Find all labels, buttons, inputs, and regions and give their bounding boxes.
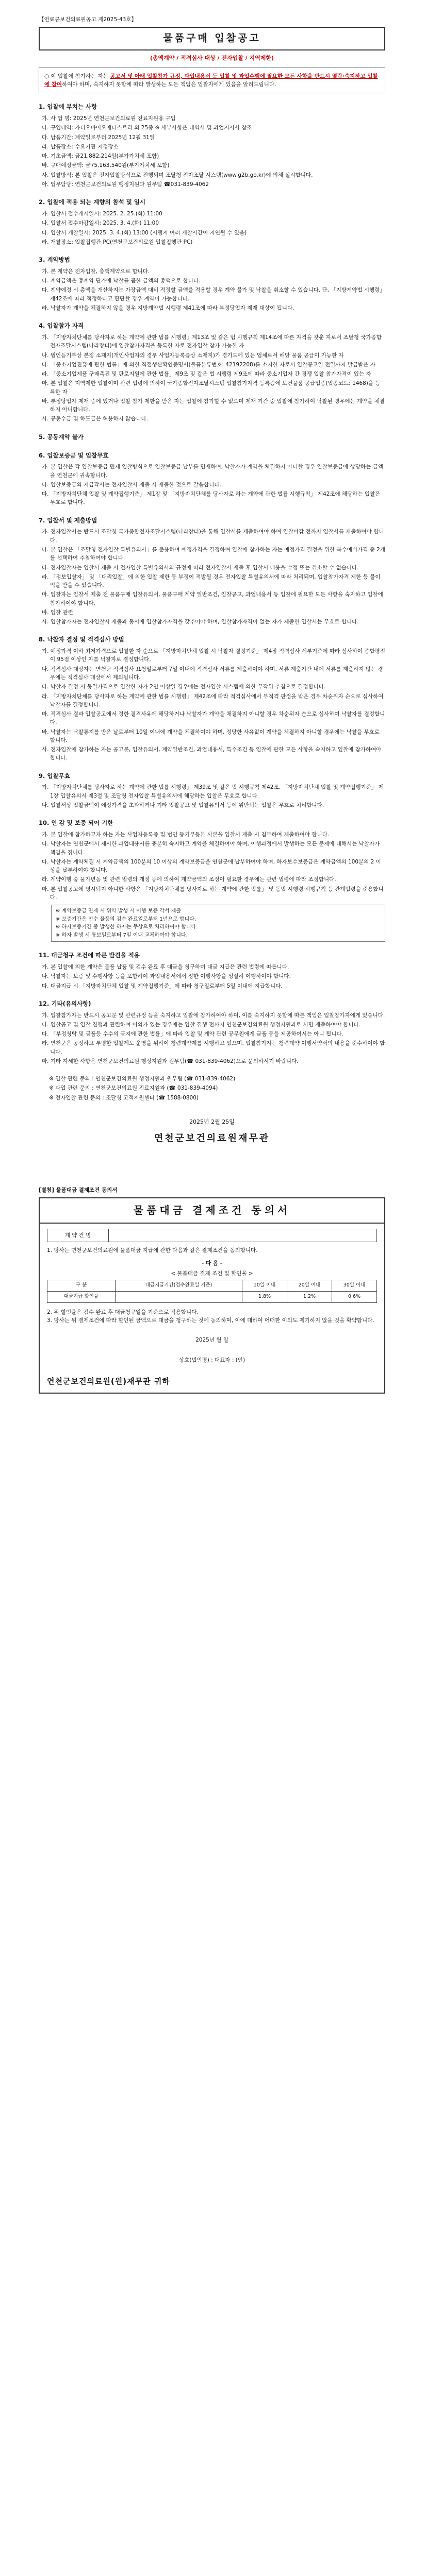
section-title: 1. 입찰에 부치는 사항 [39, 103, 97, 111]
section-line: 나. 법인등기부상 본점 소재지(개인사업자의 경우 사업자등록증상 소재지)가 경기도에 있는 업체로서 해당 물품 공급이 가능한 자 [42, 352, 344, 359]
section-line: 사. 입찰방식: 본 입찰은 전자입찰방식으로 진행되며 조달청 전자조달 시스템(www.g2b.go.kr)에 의해 실시합니다. [42, 172, 313, 178]
section [39, 451, 385, 507]
section-line: 라. 「지방자치단체를 당사자로 하는 계약에 관한 법률 시행령」 제42조에 따라 적격심사에서 부적격 판정을 받은 경우 차순위자 순으로 심사하여 낙찰자를 결정합니다. [42, 693, 384, 708]
section-line: 마. 본 입찰공고에 명시되지 아니한 사항은 「지방자치단체를 당사자로 하는 계약에 관한 법률」 및 동법 시행령·시행규칙 등 관계법령을 준용합니다. [42, 886, 384, 901]
section-line: 나. 낙찰자는 보증 및 수행사항 등을 포함하여 과업내용서에서 정한 이행사항을 성실히 이행하여야 합니다. [42, 973, 291, 980]
form-body [39, 1224, 385, 1394]
section-title: 3. 계약방법 [39, 256, 70, 264]
table-cell [115, 1292, 242, 1303]
form-note: 2. 위 할인율은 검수 완료 후 대금청구일을 기준으로 적용합니다. [47, 1309, 199, 1315]
contract-name-label: 계 약 건 명 [47, 1229, 109, 1242]
section-line: 가. 전자입찰서는 반드시 조달청 국가종합전자조달시스템(나라장터)을 통해 입찰서를 제출하여야 하며 입찰마감 전까지 입찰서를 제출하여야 합니다. [42, 529, 384, 544]
form-title: 물품대금 결제조건 동의서 [39, 1197, 385, 1224]
section-line: 라. 연천군은 공정하고 투명한 입찰제도 운영을 위하여 청렴계약제를 시행하고 있으며, 입찰참가자는 청렴계약 이행서약서의 내용을 준수하여야 합니다. [42, 1040, 385, 1055]
section-line: 가. 「지방자치단체를 당사자로 하는 계약에 관한 법률 시행령」제13조 및 같은 법 시행규칙 제14조에 따른 자격을 갖춘 자로서 조달청 국가종합전자조달시스템(나라장터)에 입찰참가자격을 등록한 자로 전자입찰 참가 가능한 자 [42, 334, 382, 349]
section-line: 바. 입찰 관련 [42, 609, 73, 616]
section-line: 가. 본 입찰에 의한 계약은 물품 납품 및 검수 완료 후 대금을 청구하며 대금 지급은 관련 법령에 따릅니다. [42, 964, 289, 971]
notice-number: 【연료공보건의료원공고 제2025-43호】 [39, 16, 137, 23]
section-line: 사. 전자입찰에 참가하는 자는 공고문, 입찰유의서, 계약일반조건, 과업내용서, 특수조건 등 입찰에 관한 모든 사항을 숙지하고 입찰에 참가하여야 합니다. [42, 747, 382, 761]
table-row [47, 1292, 377, 1303]
intro-highlight: 공고서 및 아래 입찰참가 규정, 과업내용서 등 입찰 및 과업수행에 필요한 모든 사항을 반드시 열람·숙지하고 입찰에 참여 [44, 73, 378, 88]
section-title: 5. 공동계약 불가 [39, 433, 84, 440]
section [39, 772, 385, 810]
section-line: 마. 기타 자세한 사항은 연천군보건의료원 행정지원과 원무팀(☎ 031-839-4062)으로 문의하시기 바랍니다. [42, 1058, 299, 1064]
section-line: 다. 「부정청탁 및 금품등 수수의 금지에 관한 법률」에 따라 입찰 및 계약 관련 공무원에게 금품 등을 제공하여서는 아니 됩니다. [42, 1031, 343, 1038]
section-line: 나. 입찰공고 및 입찰 진행과 관련하여 이의가 있는 경우에는 입찰 집행 전까지 연천군보건의료원 행정지원과로 서면 제출하여야 합니다. [42, 1021, 361, 1028]
note-line: ※ 하자 발생 시 통보일로부터 7일 이내 교체하여야 합니다. [56, 932, 188, 938]
table-header-cell: 30일 이내 [332, 1280, 376, 1292]
section [39, 198, 385, 246]
form-recipient: 연천군보건의료원(원)재무관 귀하 [47, 1376, 170, 1386]
section-title: 10. 인 감 및 보증 되어 기한 [39, 819, 113, 827]
inquiry-block [44, 1075, 385, 1102]
section-line: 라. 「정보입찰자」 및 「대리입찰」에 의한 입찰 제한 등 부정이 적발될 경우 전자입찰 특별유의서에 따라 처리되며, 입찰참가자격 제한 등 불이익을 받을 수 있습니다. [42, 573, 381, 589]
section-line: 다. 계약예정 시 총액을 개산하지는 가장금액 대비 적정할 금액을 적용할 경우 계약 불가 및 낙찰을 취소할 수 있습니다. 단, 「지방계약법 시행령」 제42조에 따라 적정하다고 판단할 경우 계약이 가능합니다. [42, 287, 385, 302]
section-line: 라. 낙찰자가 계약을 체결하지 않을 경우 지방계약법 시행령 제41조에 따라 부정당업자 제재 대상이 됩니다. [42, 304, 294, 311]
section-line: 가. 본 계약은 전자입찰, 총액계약으로 합니다. [42, 268, 150, 275]
contract-name-value[interactable] [109, 1229, 377, 1242]
section-line: 라. 계약이행 중 물가변동 및 관련 법령의 개정 등에 의하여 계약금액의 조정이 필요한 경우에는 관련 법령에 따라 조정합니다. [42, 876, 336, 883]
section-line: 마. 기초금액: 금21,882,214원(부가가치세 포함) [42, 153, 159, 160]
section [39, 321, 385, 423]
section-line: 가. 입찰서 접수개시일시: 2025. 2. 25.(화) 11:00 [42, 211, 162, 217]
section-line: 바. 구매예정금액: 금75,163,540원(부가가치세 포함) [42, 162, 170, 169]
section-line: 라. 납품장소: 수요기관 지정장소 [42, 143, 119, 150]
notice-title: 물품구매 입찰공고 [39, 27, 385, 50]
form-table-caption: - 다 음 - [202, 1260, 222, 1266]
section-line: 나. 계약금액은 총계약 단가에 낙찰률 곱한 금액의 총액으로 합니다. [42, 278, 201, 284]
issuer-signature: 연천군보건의료원재무관 [154, 1133, 270, 1144]
section-line: 가. 본 입찰은 각 입찰보증금 면제 입찰방식으로 입찰보증금 납부를 면제하며, 낙찰자가 계약을 체결하지 아니할 경우 입찰보증금에 상당하는 금액을 연천군에 귀속합니다. [42, 464, 383, 479]
section-line: 라. 개찰장소: 입찰집행관 PC(연천군보건의료원 입찰집행관 PC) [42, 239, 193, 245]
section-line: 다. 「중소기업진흥에 관한 법률」에 의한 직접생산확인증명서(물품분류번호: 42192208)를 소지한 자로서 입찰공고일 전일까지 발급받은 자 [42, 361, 375, 368]
section-title: 6. 입찰보증금 및 입찰무효 [39, 451, 109, 459]
table-cell: 0.6% [332, 1292, 376, 1303]
section [39, 635, 385, 762]
note-line: ※ 하자보증기간 중 발생한 하자는 무상으로 처리하여야 합니다. [56, 924, 198, 930]
section-line: 가. 입찰참가자는 반드시 공고문 및 관련규정 등을 숙지하고 입찰에 참가하여야 하며, 이를 숙지하지 못함에 따른 책임은 입찰참가자에게 있습니다. [42, 1012, 385, 1019]
intro-box [39, 67, 385, 94]
section-title: 9. 입찰무효 [39, 772, 70, 779]
table-header-cell: 구 분 [47, 1280, 116, 1292]
section-line: 나. 입찰서상 입찰금액이 예정가격을 초과하거나 기타 입찰공고 및 입찰유의서 등에 위반되는 입찰은 무효로 처리합니다. [42, 802, 324, 808]
sections [39, 103, 385, 1065]
notice-subtitle: (총액계약 / 적격심사 대상 / 전자입찰 / 지역제한) [150, 54, 274, 61]
section-line: 마. 적격심사 결과 입찰공고에서 정한 결격사유에 해당하거나 낙찰자가 계약을 체결하지 아니할 경우 차순위자 순으로 심사하여 낙찰자를 결정합니다. [42, 711, 385, 726]
notice-document [39, 15, 385, 1394]
table-cell: 대금지급 할인율 [47, 1292, 116, 1303]
section-line: 나. 구입내역: 가디오바이오메디스트리 외 25종 ※ 세부사항은 내역서 및 과업지시서 참조 [42, 125, 252, 131]
table-header-cell: 10일 이내 [242, 1280, 287, 1292]
section-line: 마. 본 입찰은 지역제한 입찰이며 관련 법령에 의하여 국가종합전자조달시스템 입찰참가자격 등록증에 보건물품 공급업종(업종코드: 1468)을 등록한 자 [42, 380, 381, 395]
section-line: 나. 본 입찰은 「조달청 전자입찰 특별유의서」를 준용하여 예정가격을 결정하며 입찰에 참가하는 자는 예정가격 결정을 위한 복수예비가격 중 2개를 선택하여 추첨하여야 합니다. [42, 547, 385, 562]
section-title: 4. 입찰참가 자격 [39, 322, 84, 330]
note-line: ※ 보증기간은 인수 물품의 검수 완료일로부터 1년으로 합니다. [56, 916, 196, 922]
section-title: 7. 입찰서 및 제출방법 [39, 516, 97, 524]
section-line: 다. 납품기간: 계약일로부터 2025년 12월 31일 [42, 134, 155, 141]
section [39, 103, 385, 189]
section-title: 2. 입찰에 적용 되는 계향의 참석 및 일시 [39, 198, 146, 206]
section-line: 아. 업무담당: 연천군보건의료원 행정지원과 원무팀 ☎031-839-4062 [42, 181, 209, 188]
section-line: 사. 입찰참가자는 전자입찰서 제출과 동시에 입찰참가자격을 갖추어야 하며, 입찰참가자격이 없는 자가 제출한 입찰서는 무효로 합니다. [42, 619, 359, 625]
form-sign-line: 상호(법인명) : 대표자 : (인) [178, 1357, 245, 1363]
contract-name-table [47, 1229, 377, 1242]
section-line: 가. 본 입찰에 참가하고자 하는 자는 사업자등록증 및 법인 등기부등본 사본을 입찰서 제출 시 첨부하여 제출하여야 합니다. [42, 832, 330, 838]
form-intro: 1. 당사는 연천군보건의료원에 물품대금 지급에 관한 다음과 같은 결제조건을 동의합니다. [47, 1247, 258, 1254]
table-cell: 1.8% [242, 1292, 287, 1303]
table-header-cell: 대금지급기간(검수완료일 기준) [115, 1280, 242, 1292]
notice-date: 2025년 2월 25일 [189, 1118, 235, 1126]
note-line: ※ 계약보증금 면제 시 위약 발생 시 이행 보증 각서 제출 [56, 908, 182, 914]
section-line: 바. 낙찰자는 낙찰통지를 받은 날로부터 10일 이내에 계약을 체결하여야 하며, 정당한 사유없이 계약을 체결하지 아니할 경우에는 낙찰을 무효로 합니다. [42, 728, 380, 743]
section-line: 라. 「중소기업제품 구매촉진 및 판로지원에 관한 법률」제9조 및 같은 법 시행령 제9조에 따라 중소기업자 간 경쟁 입찰 참가자격이 있는 자 [42, 371, 371, 378]
inquiry-line: ※ 과업 관련 문의 : 연천군보건의료원 진료지원과 (☎ 031-839-4094) [49, 1085, 218, 1092]
section [39, 256, 385, 312]
payment-consent-form [39, 1186, 385, 1394]
section-line: 다. 낙찰자는 계약체결 시 계약금액의 100분의 10 이상의 계약보증금을 연천군에 납부하여야 하며, 하자보수보증금은 계약금액의 100분의 2 이상을 납부하여야 합니다. [42, 858, 381, 874]
form-heading: [별첨] 물품대금 결제조건 동의서 [39, 1187, 118, 1193]
discount-table [47, 1280, 377, 1302]
form-table-title: < 물품대금 결제 조건 및 할인율 > [171, 1270, 253, 1277]
section-line: 나. 낙찰자는 연천군에서 제시한 과업내용서를 충분히 숙지하고 계약을 체결하여야 하며, 이행과정에서 발생하는 모든 문제에 대해서는 낙찰자가 책임을 집니다. [42, 841, 380, 856]
intro-text-1: ○ 이 입찰에 참가하는 자는 [44, 73, 110, 79]
inquiry-line: ※ 전자입찰 관련 문의 : 조달청 고객지원센터 (☎ 1588-0800) [49, 1094, 199, 1101]
table-header-row [47, 1280, 377, 1292]
table-header-cell: 20일 이내 [287, 1280, 332, 1292]
section [39, 516, 385, 626]
section-title: 11. 대금청구 조건에 따른 발견을 적용 [39, 952, 140, 959]
section [39, 951, 385, 990]
section-line: 나. 적격심사 대상자는 연천군 적격심사 요청일로부터 7일 이내에 적격심사 서류를 제출하여야 하며, 서류 제출기간 내에 서류를 제출하지 않는 경우에는 적격심사 대상에서 제외됩니다. [42, 666, 383, 681]
section-line: 가. 「지방자치단체를 당사자로 하는 계약에 관한 법률 시행령」 제39조 및 같은 법 시행규칙 제42조, 「지방자치단체 입찰 및 계약집행기준」 제1장 입찰유의서 제3절 및 조달청 전자입찰 특별유의서에 해당하는 입찰은 무효로 합니다. [42, 784, 384, 799]
section-line: 다. 낙찰자 결정 시 동일가격으로 입찰한 자가 2인 이상일 경우에는 전자입찰 시스템에 의한 무작위 추첨으로 결정합니다. [42, 684, 326, 690]
section [39, 819, 385, 942]
section-line: 다. 「지방자치단체 입찰 및 계약집행기준」 제1장 및 「지방자치단체를 당사자로 하는 계약에 관한 법률 시행규칙」 제42조에 해당하는 입찰은 무효로 합니다. [42, 491, 381, 506]
section-title: 12. 기타(유의사항) [39, 999, 91, 1007]
section-line: 사. 공동수급 및 하도급은 허용하지 않습니다. [42, 416, 148, 422]
section-line: 바. 부정당업자 제재 중에 있거나 입찰 참가 제한을 받은 자는 입찰에 참가할 수 없으며 제재 기간 중 입찰에 참가하여 낙찰된 경우에는 계약을 체결하지 아니합니다. [42, 398, 385, 413]
section-line: 다. 대금지급 시 「지방자치단체 입찰 및 계약집행기준」에 따라 청구일로부터 5일 이내에 지급합니다. [42, 982, 283, 989]
section-line: 마. 입찰자는 입찰서 제출 전 물품구매 입찰유의서, 물품구매 계약 일반조건, 입찰공고, 과업내용서 등 입찰에 필요한 모든 사항을 숙지하고 입찰에 참가하여야 합니다. [42, 591, 383, 606]
section [39, 999, 385, 1065]
table-cell: 1.2% [287, 1292, 332, 1303]
section-line: 다. 전자입찰자는 입찰서 제출 시 전자입찰 특별유의서의 규정에 따라 전자입찰서 제출 후 입찰서 내용을 수정 또는 취소할 수 없습니다. [42, 564, 359, 571]
section-line: 나. 입찰보증금의 지급각서는 전자입찰서 제출 시 제출한 것으로 갈음합니다. [42, 481, 221, 488]
section-line: 가. 예정가격 이하 최저가격으로 입찰한 자 순으로 「지방자치단체 입찰 시 낙찰자 결정기준」 제4장 적격심사 세부기준에 따라 심사하여 종합평점이 95점 이상인 자를 낙찰자로 결정합니다. [42, 648, 385, 663]
form-note: 3. 당사는 위 결제조건에 따라 할인된 금액으로 대금을 청구하는 것에 동의하며, 이에 대하여 어떠한 이의도 제기하지 않을 것을 확약합니다. [47, 1317, 374, 1324]
form-sign-date: 2025년 월 일 [195, 1337, 228, 1344]
note-box [51, 905, 385, 942]
inquiry-line: ※ 입찰 관련 문의 : 연천군보건의료원 행정지원과 원무팀 (☎ 031-839-4062) [49, 1076, 236, 1082]
section-line: 나. 입찰서 접수마감일시: 2025. 3. 4.(화) 11:00 [42, 220, 159, 227]
section [39, 433, 385, 442]
section-title: 8. 낙찰자 결정 및 적격심사 방법 [39, 636, 124, 643]
intro-text-2: 하여야 하며, 숙지하지 못함에 따라 발생하는 모든 책임은 입찰자에게 있음을 알려드립니다. [62, 81, 276, 88]
section-line: 가. 사 업 명: 2025년 연천군보건의료원 진료지원용 구입 [42, 115, 176, 122]
section-line: 다. 입찰서 개찰일시: 2025. 3. 4.(화) 13:00 (시행지 여러 개찰시간이 지연될 수 있음) [42, 229, 247, 236]
